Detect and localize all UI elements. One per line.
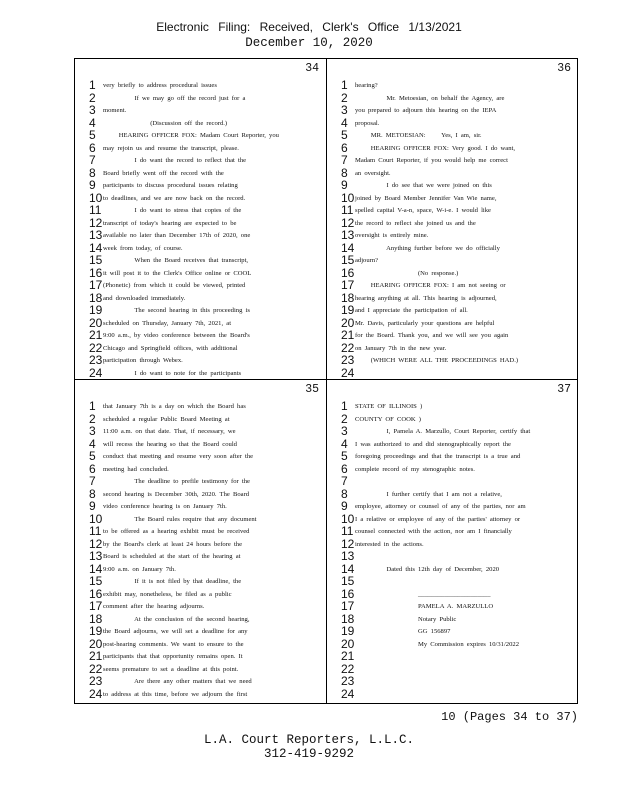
line-number: 18 xyxy=(89,290,103,305)
line-number: 8 xyxy=(89,165,96,180)
transcript-line xyxy=(327,513,574,526)
line-text: the record to reflect she joined us and the xyxy=(355,219,476,227)
transcript-line xyxy=(75,538,322,551)
transcript-line xyxy=(75,204,322,217)
line-text: counsel connected with the action, nor am I financially xyxy=(355,528,512,535)
transcript-line xyxy=(75,475,322,488)
line-text: the Board adjourns, we will set a deadline for any xyxy=(103,628,248,635)
company-phone: 312-419-9292 xyxy=(263,747,354,761)
line-text: Notary Public xyxy=(355,615,457,623)
line-text: When the Board receives that transcript, xyxy=(103,257,249,264)
line-number: 4 xyxy=(341,115,348,130)
line-number: 23 xyxy=(341,674,355,688)
line-number: 3 xyxy=(341,103,348,117)
transcript-line xyxy=(75,513,322,526)
transcript-line xyxy=(75,317,322,330)
line-number: 22 xyxy=(341,661,355,676)
transcript-line xyxy=(75,79,322,92)
transcript-page-34 xyxy=(75,59,326,379)
line-number: 15 xyxy=(341,574,355,588)
transcript-line xyxy=(327,354,574,367)
line-number: 24 xyxy=(89,365,103,379)
transcript-page-37 xyxy=(327,380,578,700)
transcript-line xyxy=(75,167,322,180)
line-text: complete record of my stenographic notes. xyxy=(355,465,475,473)
line-text: If it is not filed by that deadline, the xyxy=(103,578,242,585)
line-text: to be offered as a hearing exhibit must be received xyxy=(103,528,250,535)
transcript-line xyxy=(75,438,322,451)
page-lines xyxy=(75,400,322,700)
line-text: The Board rules require that any document xyxy=(103,515,257,523)
line-number: 1 xyxy=(89,78,96,92)
line-number: 21 xyxy=(89,328,103,342)
line-text: hearing anything at all. This hearing is adjourned, xyxy=(355,294,497,302)
page-range: 10 (Pages 34 to 37) xyxy=(441,710,578,724)
line-number: 19 xyxy=(341,303,355,317)
transcript-line xyxy=(327,79,574,92)
line-text: and downloaded immediately. xyxy=(103,294,186,302)
transcript-line xyxy=(327,575,574,588)
line-number: 1 xyxy=(341,78,348,92)
line-text: I a relative or employee of any of the parties' attorney or xyxy=(355,515,521,523)
transcript-line xyxy=(75,179,322,192)
line-text: I do want to note for the participants xyxy=(103,369,242,377)
line-number: 18 xyxy=(341,611,355,626)
transcript-line xyxy=(327,92,574,105)
line-number: 6 xyxy=(341,461,348,476)
line-text: scheduled on Thursday, January 7th, 2021, at xyxy=(103,319,232,327)
line-text: conduct that meeting and resume very soon after the xyxy=(103,453,254,460)
transcript-line xyxy=(327,217,574,230)
line-number: 6 xyxy=(341,140,348,155)
transcript-line xyxy=(75,463,322,476)
transcript-page-35 xyxy=(75,380,326,700)
line-text: very briefly to address procedural issues xyxy=(103,82,217,89)
line-text: Board is scheduled at the start of the hearing at xyxy=(103,553,241,560)
transcript-line xyxy=(75,413,322,426)
transcript-line xyxy=(75,304,322,317)
line-text: post-hearing comments. We want to ensure to the xyxy=(103,640,244,648)
transcript-line xyxy=(75,354,322,367)
line-text: that January 7th is a day on which the Board has xyxy=(103,403,246,410)
line-number: 16 xyxy=(89,265,103,280)
line-number: 6 xyxy=(89,140,96,155)
line-number: 24 xyxy=(341,365,355,379)
transcript-line xyxy=(327,129,574,142)
transcript-line xyxy=(327,192,574,205)
line-number: 18 xyxy=(341,290,355,305)
line-number: 15 xyxy=(89,574,103,588)
page-lines xyxy=(327,400,574,700)
line-text: Chicago and Springfield offices, with additional xyxy=(103,344,238,352)
line-number: 16 xyxy=(341,586,355,601)
line-text: on January 7th in the new year. xyxy=(355,344,447,352)
transcript-line xyxy=(75,550,322,563)
line-number: 19 xyxy=(89,624,103,638)
transcript-line xyxy=(75,500,322,513)
line-number: 11 xyxy=(341,524,354,538)
line-text: STATE OF ILLINOIS ) xyxy=(355,403,423,410)
transcript-line xyxy=(327,550,574,563)
line-text: for the Board. Thank you, and we will see you again xyxy=(355,332,509,339)
line-text: Madam Court Reporter, if you would help me correct xyxy=(355,157,508,164)
transcript-line xyxy=(327,104,574,117)
transcript-line xyxy=(75,92,322,105)
line-number: 24 xyxy=(341,686,355,700)
transcript-line xyxy=(327,413,574,426)
line-text: COUNTY OF COOK ) xyxy=(355,415,421,423)
line-text: meeting had concluded. xyxy=(103,465,169,473)
transcript-line xyxy=(327,563,574,576)
transcript-line xyxy=(75,638,322,651)
line-number: 7 xyxy=(341,153,348,167)
transcript-line xyxy=(327,142,574,155)
line-text: transcript of today's hearing are expected to be xyxy=(103,219,237,227)
line-text: foregoing proceedings and that the transcript is a true and xyxy=(355,453,521,460)
line-number: 12 xyxy=(89,536,103,551)
transcript-line xyxy=(327,317,574,330)
transcript-line xyxy=(327,242,574,255)
line-number: 20 xyxy=(341,636,355,651)
page-number: 35 xyxy=(305,383,319,396)
line-number: 15 xyxy=(341,253,355,267)
line-text: HEARING OFFICER FOX: I am not seeing or xyxy=(355,282,506,289)
line-number: 23 xyxy=(89,674,103,688)
transcript-line xyxy=(75,129,322,142)
line-number: 6 xyxy=(89,461,96,476)
line-number: 5 xyxy=(341,128,348,142)
line-text: (WHICH WERE ALL THE PROCEEDINGS HAD.) xyxy=(355,357,519,364)
line-text: I, Pamela A. Marzullo, Court Reporter, certify that xyxy=(355,428,531,435)
line-number: 15 xyxy=(89,253,103,267)
line-text: to address at this time, before we adjourn the first xyxy=(103,690,248,698)
line-number: 1 xyxy=(341,399,348,413)
line-text: Mr. Metoesian, on behalf the Agency, are xyxy=(355,94,505,102)
line-number: 20 xyxy=(341,315,355,330)
line-number: 8 xyxy=(89,486,96,501)
transcript-line xyxy=(75,267,322,280)
line-text: seems premature to set a deadline at this point. xyxy=(103,665,239,673)
line-text: The deadline to prefile testimony for the xyxy=(103,478,250,485)
line-number: 22 xyxy=(89,340,103,355)
line-number: 20 xyxy=(89,315,103,330)
line-number: 9 xyxy=(89,178,96,192)
line-number: 19 xyxy=(341,624,355,638)
line-text: participation through Webex. xyxy=(103,357,183,364)
line-text: If we may go off the record just for a xyxy=(103,94,246,102)
transcript-line xyxy=(75,342,322,355)
line-text: moment. xyxy=(103,107,127,114)
line-number: 16 xyxy=(89,586,103,601)
transcript-line xyxy=(75,525,322,538)
line-number: 10 xyxy=(89,511,103,526)
line-text: (No response.) xyxy=(355,269,459,277)
filing-header: Electronic Filing: Received, Clerk's Office 1/13/2021 xyxy=(156,20,462,34)
line-number: 8 xyxy=(341,165,348,180)
line-text: you prepared to adjourn this hearing on the IEPA xyxy=(355,107,497,114)
line-number: 10 xyxy=(341,511,355,526)
transcript-line xyxy=(75,279,322,292)
page-number: 34 xyxy=(305,62,319,75)
line-text: participants to discuss procedural issues relating xyxy=(103,182,238,189)
transcript-line xyxy=(75,650,322,663)
line-number: 21 xyxy=(89,649,103,663)
transcript-line xyxy=(327,538,574,551)
transcript-line xyxy=(75,104,322,117)
line-text: employee, attorney or counsel of any of the parties, nor am xyxy=(355,503,526,510)
transcript-line xyxy=(327,500,574,513)
line-text: it will post it to the Clerk's Office online or COOL xyxy=(103,269,252,277)
transcript-line xyxy=(75,450,322,463)
line-number: 3 xyxy=(89,424,96,438)
line-text: comment after the hearing adjourns. xyxy=(103,603,205,610)
transcript-line xyxy=(327,204,574,217)
line-number: 23 xyxy=(341,353,355,367)
transcript-grid xyxy=(74,58,578,704)
line-number: 24 xyxy=(89,686,103,700)
line-text: scheduled a regular Public Board Meeting at xyxy=(103,415,230,423)
transcript-line xyxy=(327,650,574,663)
transcript-line xyxy=(75,329,322,342)
transcript-line xyxy=(327,117,574,130)
line-text: GG 156897 xyxy=(355,628,451,635)
transcript-line xyxy=(327,254,574,267)
line-number: 4 xyxy=(341,436,348,451)
transcript-line xyxy=(327,267,574,280)
transcript-line xyxy=(75,425,322,438)
transcript-line xyxy=(327,438,574,451)
line-text: I do want to stress that copies of the xyxy=(103,207,242,214)
line-number: 1 xyxy=(89,399,96,413)
line-text: I do want the record to reflect that the xyxy=(103,157,247,164)
document-date: December 10, 2020 xyxy=(245,36,373,50)
transcript-line xyxy=(75,254,322,267)
line-number: 10 xyxy=(89,190,103,205)
transcript-line xyxy=(75,217,322,230)
line-number: 13 xyxy=(89,549,103,563)
transcript-line xyxy=(327,625,574,638)
transcript-line xyxy=(75,488,322,501)
line-text: spelled capital V-a-n, space, W-i-e. I would like xyxy=(355,207,491,214)
line-number: 17 xyxy=(89,599,103,613)
page-number: 36 xyxy=(557,62,571,75)
line-number: 13 xyxy=(89,228,103,242)
transcript-line xyxy=(75,675,322,688)
line-number: 9 xyxy=(341,178,348,192)
transcript-line xyxy=(327,367,574,380)
line-text: (Phonetic) from which it could be viewed, printed xyxy=(103,282,246,289)
line-text: Anything further before we do officially xyxy=(355,244,500,252)
line-number: 11 xyxy=(89,524,102,538)
transcript-line xyxy=(327,400,574,413)
transcript-line xyxy=(327,342,574,355)
page-number: 37 xyxy=(557,383,571,396)
line-number: 4 xyxy=(89,115,96,130)
line-number: 16 xyxy=(341,265,355,280)
line-number: 9 xyxy=(341,499,348,513)
line-number: 14 xyxy=(89,561,103,576)
line-number: 13 xyxy=(341,228,355,242)
line-text: (Discussion off the record.) xyxy=(103,119,228,127)
line-number: 21 xyxy=(341,328,355,342)
line-number: 4 xyxy=(89,436,96,451)
transcript-line xyxy=(327,525,574,538)
transcript-line xyxy=(327,675,574,688)
line-text: second hearing is December 30th, 2020. The Board xyxy=(103,490,250,498)
transcript-line xyxy=(327,304,574,317)
line-number: 2 xyxy=(89,411,96,426)
line-text: exhibit may, nonetheless, be filed as a public xyxy=(103,590,232,598)
line-number: 5 xyxy=(89,449,96,463)
line-text: video conference hearing is on January 7th. xyxy=(103,503,227,510)
company-name: L.A. Court Reporters, L.L.C. xyxy=(203,733,415,747)
transcript-line xyxy=(75,575,322,588)
line-number: 21 xyxy=(341,649,355,663)
line-number: 10 xyxy=(341,190,355,205)
line-text: oversight is entirely mine. xyxy=(355,232,429,239)
line-number: 2 xyxy=(341,90,348,105)
transcript-line xyxy=(327,450,574,463)
transcript-line xyxy=(75,229,322,242)
line-text: to deadlines, and we are now back on the record. xyxy=(103,194,246,202)
line-text: I was authorized to and did stenographically report the xyxy=(355,440,511,448)
line-text: I do see that we were joined on this xyxy=(355,182,492,189)
line-number: 18 xyxy=(89,611,103,626)
page-lines xyxy=(327,79,574,379)
line-number: 14 xyxy=(341,240,355,255)
line-number: 17 xyxy=(341,278,355,292)
line-number: 11 xyxy=(89,203,102,217)
line-number: 7 xyxy=(341,474,348,488)
line-text: The second hearing in this proceeding is xyxy=(103,307,250,314)
line-number: 22 xyxy=(341,340,355,355)
transcript-line xyxy=(327,329,574,342)
line-text: 9:00 a.m. on January 7th. xyxy=(103,565,176,573)
transcript-line xyxy=(327,179,574,192)
transcript-line xyxy=(75,242,322,255)
transcript-line xyxy=(327,588,574,601)
line-number: 9 xyxy=(89,499,96,513)
transcript-line xyxy=(327,488,574,501)
line-number: 2 xyxy=(89,90,96,105)
line-text: and I appreciate the participation of all. xyxy=(355,307,468,314)
transcript-line xyxy=(327,475,574,488)
line-text: PAMELA A. MARZULLO xyxy=(355,603,494,610)
line-number: 7 xyxy=(89,474,96,488)
transcript-line xyxy=(75,663,322,676)
line-number: 23 xyxy=(89,353,103,367)
line-text: HEARING OFFICER FOX: Madam Court Reporter, you xyxy=(103,132,279,139)
transcript-line xyxy=(75,117,322,130)
transcript-line xyxy=(327,600,574,613)
line-text: Board briefly went off the record with the xyxy=(103,169,224,177)
line-text: My Commission expires 10/31/2022 xyxy=(355,640,519,648)
line-number: 12 xyxy=(341,536,355,551)
transcript-line xyxy=(75,367,322,380)
line-text: Mr. Davis, particularly your questions are helpful xyxy=(355,319,495,327)
line-number: 7 xyxy=(89,153,96,167)
transcript-line xyxy=(75,588,322,601)
line-number: 5 xyxy=(341,449,348,463)
line-number: 5 xyxy=(89,128,96,142)
line-text: 9:00 a.m., by video conference between the Board's xyxy=(103,332,250,339)
transcript-line xyxy=(75,154,322,167)
transcript-line xyxy=(75,613,322,626)
line-text: interested in the actions. xyxy=(355,540,424,548)
line-text: participants that that opportunity remains open. It xyxy=(103,653,243,660)
line-text: Are there any other matters that we need xyxy=(103,678,252,685)
transcript-line xyxy=(75,600,322,613)
transcript-line xyxy=(75,563,322,576)
transcript-line xyxy=(75,688,322,701)
line-text: an oversight. xyxy=(355,169,391,177)
line-number: 14 xyxy=(341,561,355,576)
line-text: 11:00 a.m. on that date. That, if necessary, we xyxy=(103,428,236,435)
line-number: 8 xyxy=(341,486,348,501)
line-number: 13 xyxy=(341,549,355,563)
transcript-line xyxy=(75,192,322,205)
transcript-line xyxy=(327,688,574,701)
transcript-line xyxy=(327,292,574,305)
transcript-line xyxy=(327,425,574,438)
line-number: 19 xyxy=(89,303,103,317)
line-text: week from today, of course. xyxy=(103,244,183,252)
line-text: joined by Board Member Jennifer Van Wie name, xyxy=(355,194,497,202)
transcript-line xyxy=(327,613,574,626)
line-number: 2 xyxy=(341,411,348,426)
transcript-line xyxy=(327,638,574,651)
line-text: ______________________ xyxy=(355,590,491,598)
transcript-line xyxy=(327,463,574,476)
line-number: 3 xyxy=(89,103,96,117)
transcript-page-36 xyxy=(327,59,578,379)
line-number: 14 xyxy=(89,240,103,255)
line-text: hearing? xyxy=(355,82,378,89)
transcript-line xyxy=(75,625,322,638)
transcript-line xyxy=(327,279,574,292)
transcript-line xyxy=(75,400,322,413)
transcript-line xyxy=(327,154,574,167)
line-number: 11 xyxy=(341,203,354,217)
line-number: 3 xyxy=(341,424,348,438)
transcript-line xyxy=(327,167,574,180)
line-text: adjourn? xyxy=(355,257,379,264)
line-text: I further certify that I am not a relative, xyxy=(355,490,502,498)
page-lines xyxy=(75,79,322,379)
transcript-line xyxy=(327,229,574,242)
line-text: proposal. xyxy=(355,119,380,127)
line-text: HEARING OFFICER FOX: Very good. I do want, xyxy=(355,144,516,152)
line-text: may rejoin us and resume the transcript, please. xyxy=(103,144,239,152)
transcript-line xyxy=(75,292,322,305)
transcript-line xyxy=(327,663,574,676)
line-text: Dated this 12th day of December, 2020 xyxy=(355,565,500,573)
line-text: by the Board's clerk at least 24 hours before the xyxy=(103,540,243,548)
line-text: will recess the hearing so that the Board could xyxy=(103,440,237,448)
line-number: 17 xyxy=(341,599,355,613)
line-number: 20 xyxy=(89,636,103,651)
line-number: 12 xyxy=(341,215,355,230)
transcript-line xyxy=(75,142,322,155)
line-text: available no later than December 17th of 2020, one xyxy=(103,232,251,239)
line-text: MR. METOESIAN: Yes, I am, sir. xyxy=(355,132,482,139)
line-text: At the conclusion of the second hearing, xyxy=(103,615,250,623)
line-number: 17 xyxy=(89,278,103,292)
line-number: 12 xyxy=(89,215,103,230)
line-number: 22 xyxy=(89,661,103,676)
